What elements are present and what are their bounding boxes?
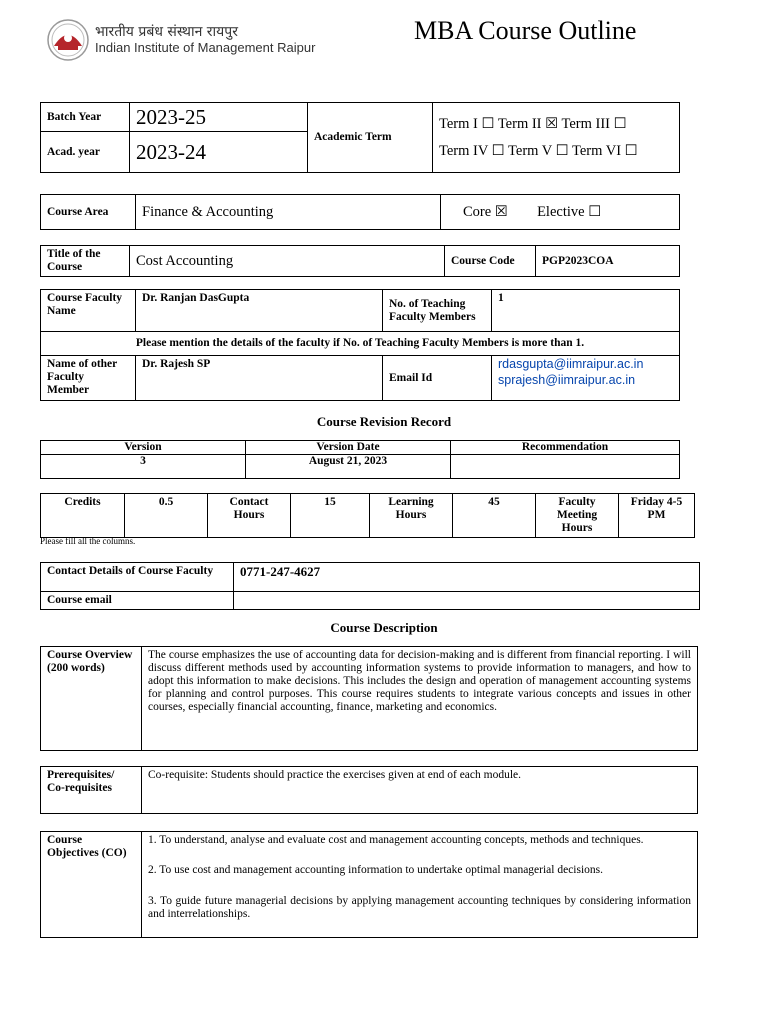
contact-table	[40, 562, 700, 610]
course-code-label: Course Code	[445, 246, 536, 277]
acad-year-label: Acad. year	[41, 132, 130, 173]
objective-1: 1. To understand, analyse and evaluate cost and management accounting concepts, methods and techniques.	[148, 834, 644, 846]
course-area-label: Course Area	[41, 195, 136, 230]
hours-note: Please fill all the columns.	[40, 536, 136, 546]
overview-label: Course Overview (200 words)	[41, 647, 142, 751]
prereq-label: Prerequisites/ Co-requisites	[41, 767, 142, 814]
revision-heading: Course Revision Record	[316, 414, 452, 429]
contact-details-value: 0771-247-4627	[234, 563, 700, 592]
objectives-table	[40, 831, 698, 938]
prereq-table	[40, 766, 698, 814]
description-heading: Course Description	[330, 620, 438, 635]
learning-hours-label: Learning Hours	[370, 494, 453, 538]
overview-table	[40, 646, 698, 751]
academic-term-options	[433, 103, 680, 173]
faculty-table	[40, 289, 680, 401]
course-faculty-label: Course Faculty Name	[41, 290, 136, 332]
course-title-label: Title of the Course	[41, 246, 130, 277]
batch-year-label: Batch Year	[41, 103, 130, 132]
course-faculty-name: Dr. Ranjan DasGupta	[136, 290, 383, 332]
elective-option: Elective ☐	[537, 203, 602, 220]
email-link-2[interactable]: sprajesh@iimraipur.ac.in	[498, 373, 636, 387]
credits-value: 0.5	[125, 494, 208, 538]
overview-text: The course emphasizes the use of accounting data for decision-making and is different from financial reporting. I will discuss different methods used by accounting information systems to provide information to managers, and how to adopt this information to make decisions. This includes the design and operation of management accounting systems for planning and control purposes. This course requires students to integrate various concepts and issues in other courses, especially financial accounting, finance, marketing and economics.	[142, 647, 698, 751]
version-date-value: August 21, 2023	[246, 455, 451, 479]
recommendation-header: Recommendation	[451, 441, 680, 455]
hours-table	[40, 493, 695, 538]
email-label: Email Id	[383, 356, 492, 401]
objective-2: 2. To use cost and management accounting information to undertake optimal managerial decisions.	[148, 864, 604, 876]
meeting-hours-value: Friday 4-5 PM	[619, 494, 695, 538]
course-area-value: Finance & Accounting	[136, 195, 441, 230]
email-link-1[interactable]: rdasgupta@iimraipur.ac.in	[498, 357, 644, 371]
batch-year-value: 2023-25	[130, 103, 308, 132]
objectives-label: Course Objectives (CO)	[41, 832, 142, 938]
version-header: Version	[41, 441, 246, 455]
objectives-list	[142, 832, 698, 938]
version-value: 3	[41, 455, 246, 479]
contact-details-label: Contact Details of Course Faculty	[41, 563, 234, 592]
credits-label: Credits	[41, 494, 125, 538]
acad-year-value: 2023-24	[130, 132, 308, 173]
email-values	[492, 356, 680, 401]
objective-3: 3. To guide future managerial decisions by applying management accounting techniques by considering information and interrelationships.	[148, 895, 691, 920]
prereq-text: Co-requisite: Students should practice the exercises given at end of each module.	[142, 767, 698, 814]
other-faculty-name: Dr. Rajesh SP	[136, 356, 383, 401]
course-email-label: Course email	[41, 592, 234, 610]
recommendation-value	[451, 455, 680, 479]
course-email-value	[234, 592, 700, 610]
terms-row-1: Term I ☐ Term II ☒ Term III ☐	[439, 115, 627, 132]
version-date-header: Version Date	[246, 441, 451, 455]
course-title-table	[40, 245, 680, 277]
batch-table	[40, 102, 680, 173]
course-title-value: Cost Accounting	[130, 246, 445, 277]
terms-row-2: Term IV ☐ Term V ☐ Term VI ☐	[439, 142, 638, 159]
course-code-value: PGP2023COA	[536, 246, 680, 277]
institute-logo	[44, 18, 92, 62]
academic-term-label: Academic Term	[308, 103, 433, 173]
core-elective-options	[441, 195, 680, 230]
teaching-count-value: 1	[492, 290, 680, 332]
contact-hours-label: Contact Hours	[208, 494, 291, 538]
contact-hours-value: 15	[291, 494, 370, 538]
revision-table	[40, 440, 680, 479]
meeting-hours-label: Faculty Meeting Hours	[536, 494, 619, 538]
learning-hours-value: 45	[453, 494, 536, 538]
core-option: Core ☒	[463, 203, 508, 220]
teaching-count-label: No. of Teaching Faculty Members	[383, 290, 492, 332]
document-title: MBA Course Outline	[414, 16, 637, 45]
course-area-table	[40, 194, 680, 230]
institute-name-english: Indian Institute of Management Raipur	[95, 40, 316, 55]
institute-name-hindi: भारतीय प्रबंध संस्थान रायपुर	[95, 24, 238, 40]
faculty-note: Please mention the details of the faculty if No. of Teaching Faculty Members is more than 1.	[41, 332, 680, 356]
other-faculty-label: Name of other Faculty Member	[41, 356, 136, 401]
